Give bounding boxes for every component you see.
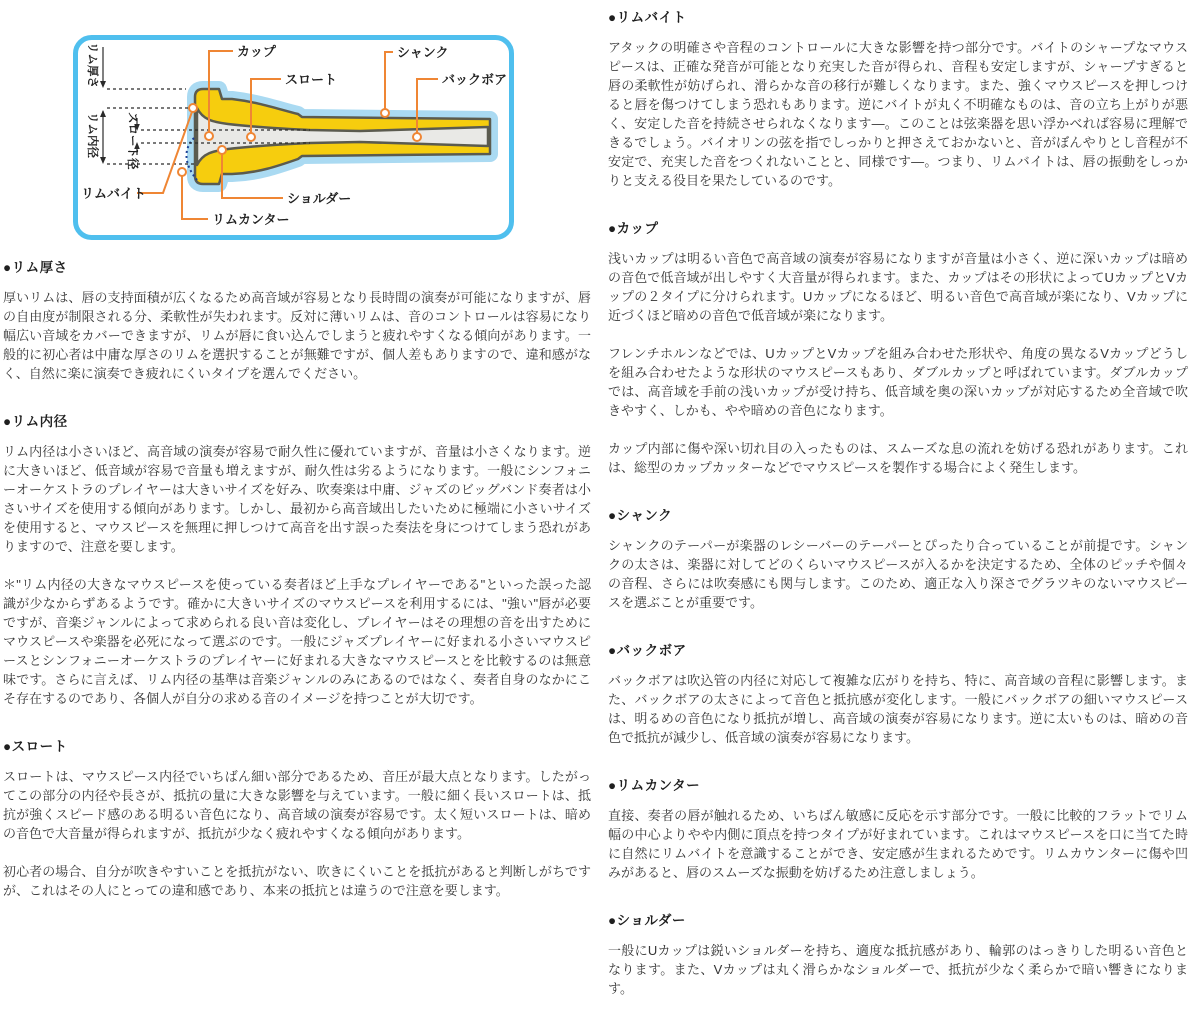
section-paragraph: リム内径は小さいほど、高音域の演奏が容易で耐久性に優れていますが、音量は小さくなります。逆に大きいほど、低音域が容易で音量も増えますが、耐久性は劣るようになります。一般にシンフォニーオーケストラのプレイヤーは大きいサイズを好み、吹奏楽は中庸、ジャズのビッグバンド奏者は小さいサイズを使用する傾向があります。しかし、最初から高音域出したいために極端に小さいサイズを使用すると、マウスピースを無理に押しつけて高音を出す誤った奏法を身につけてしまう恐れがありますので、注意を要します。 (3, 444, 591, 554)
section-paragraph: スロートは、マウスピース内径でいちばん細い部分であるため、音圧が最大点となります。したがってこの部分の内径や長さが、抵抗の量に大きな影響を与えています。一般に細く長いスロートは、抵抗が強くスピード感のある明るい音色になり、高音域の演奏が容易です。太く短いスロートは、暗めの音色で大音量が得られますが、抵抗が少なく疲れやすくなる傾向があります。 (3, 769, 591, 841)
anchor-throat (247, 133, 255, 141)
section-heading: ●カップ (608, 221, 659, 236)
section-backbore (608, 639, 1188, 747)
section-paragraph: バックボアは吹込管の内径に対応して複雑な広がりを持ち、特に、高音域の音程に影響します。また、バックボアの太さによって音色と抵抗感が変化します。一般にバックボアの細いマウスピースは、明るめの音色になり抵抗が増し、高音域の演奏が容易になります。逆に太いものは、暗めの音色で抵抗が減少し、低音域の演奏が容易になります。 (608, 673, 1188, 745)
label-throat-diameter: スロート径 (126, 112, 138, 170)
section-heading: ●ショルダー (608, 913, 686, 928)
section-paragraph: 浅いカップは明るい音色で高音域の演奏が容易になりますが音量は小さく、逆に深いカップは暗めの音色で低音域が出しやすく大音量が得られます。また、カップはその形状によってUカップとVカップの２タイプに分けられます。Uカップになるほど、明るい音色で高音域が楽になり、Vカップに近づくほど暗めの音色で低音域が楽になります。 (608, 251, 1188, 323)
section-paragraph: シャンクのテーパーが楽器のレシーバーのテーパーとぴったり合っていることが前提です。シャンクの太さは、楽器に対してどのくらいマウスピースが入るかを決定するため、全体のピッチや個々の音程、さらには吹奏感にも関与します。このため、適正な入り深さでグラツキのないマウスピースを選ぶことが重要です。 (608, 538, 1188, 610)
section-heading: ●リム内径 (3, 414, 68, 429)
anchor-backbore (413, 133, 421, 141)
section-throat (3, 735, 591, 900)
label-shoulder: ショルダー (287, 191, 352, 206)
section-paragraph: アタックの明確さや音程のコントロールに大きな影響を持つ部分です。バイトのシャープなマウスピースは、正確な発音が可能となり充実した音が得られ、音程も安定しますが、シャープすぎると唇の柔軟性が妨げられ、滑らかな音の移行が難しくなります。また、強くマウスピースを押しつけると唇を傷つけてしまう恐れもあります。逆にバイトが丸く不明確なものは、音の立ち上がりが悪く、安定した音を持続させられなくなります―。このことは弦楽器を思い浮かべれば容易に理解できるでしょう。バイオリンの弦を指でしっかりと押さえておかないと、音がぼんやりとし音程が不安定で、充実した音をつくれないことと、同様です―。つまり、リムバイトは、唇の振動をしっかりと支える役目を果たしているのです。 (608, 40, 1188, 188)
section-paragraph: 直接、奏者の唇が触れるため、いちばん敏感に反応を示す部分です。一般に比較的フラットでリム幅の中心よりやや内側に頂点を持つタイプが好まれています。これはマウスピースを口に当てた時に自然にリムバイトを意識することができ、安定感が生まれるためです。リムカウンターに傷や凹みがあると、唇のスムーズな振動を妨げるため注意しましょう。 (608, 808, 1188, 880)
section-paragraph: カップ内部に傷や深い切れ目の入ったものは、スムーズな息の流れを妨げる恐れがあります。これは、総型のカップカッターなどでマウスピースを製作する場合によく発生します。 (608, 441, 1188, 475)
section-heading: ●リムカンター (608, 778, 701, 793)
section-cup (608, 217, 1188, 477)
mouthpiece-diagram (73, 35, 517, 240)
left-column (3, 0, 591, 919)
label-rim-thickness: リム厚さ (86, 42, 98, 88)
section-paragraph: ＊"リム内径の大きなマウスピースを使っている奏者ほど上手なプレイヤーである"といった誤った認識が少なからずあるようです。確かに大きいサイズのマウスピースを利用するには、"強い"唇が必要ですが、音楽ジャンルによって求められる良い音は変化し、プレイヤーはその理想の音を出すためにマウスピースや楽器を必死になって選ぶのです。一般にジャズプレイヤーに好まれる小さいマウスピースとシンフォニーオーケストラのプレイヤーに好まれる大きなマウスピースとを比較するのは無意味です。さらに言えば、リム内径の基準は音楽ジャンルのみにあるのではなく、奏者自身のなかにこそ存在するのであり、各個人が自分の求める音のイメージを持つことが大切です。 (3, 577, 591, 706)
section-rim-inner-diameter (3, 410, 591, 708)
label-backbore: バックボア (442, 72, 508, 87)
section-rim-thickness (3, 256, 591, 383)
mouthpiece-diagram-svg (73, 35, 517, 240)
section-heading: ●バックボア (608, 643, 687, 658)
anchor-shoulder (218, 146, 226, 154)
right-column (608, 0, 1188, 1017)
label-rim-bite: リムバイト (81, 186, 147, 201)
label-rim-inner-diameter: リム内径 (86, 112, 98, 158)
anchor-rim-counter (178, 168, 186, 176)
section-rim-counter (608, 774, 1188, 882)
section-heading: ●スロート (3, 739, 68, 754)
section-shoulder (608, 909, 1188, 998)
section-paragraph: 初心者の場合、自分が吹きやすいことを抵抗がない、吹きにくいことを抵抗があると判断しがちですが、これはその人にとっての違和感であり、本来の抵抗とは違うので注意を要します。 (3, 864, 591, 898)
section-heading: ●リムバイト (608, 10, 687, 25)
anchor-shank (381, 109, 389, 117)
section-paragraph: 一般にUカップは鋭いショルダーを持ち、適度な抵抗感があり、輪郭のはっきりした明るい音色となります。また、Vカップは丸く滑らかなショルダーで、抵抗が少なく柔らかで暗い響きになります。 (608, 943, 1188, 996)
section-paragraph: 厚いリムは、唇の支持面積が広くなるため高音域が容易となり長時間の演奏が可能になりますが、唇の自由度が制限される分、柔軟性が失われます。反対に薄いリムは、音のコントロールは容易になり幅広い音域をカバーできますが、リムが唇に食い込んでしまうと疲れやすくなる傾向があります。一般的に初心者は中庸な厚さのリムを選択することが無難ですが、個人差もありますので、違和感がなく、自然に楽に演奏でき疲れにくいタイプを選んでください。 (3, 290, 591, 381)
label-throat: スロート (285, 72, 338, 87)
label-cup: カップ (237, 44, 276, 59)
section-heading: ●リム厚さ (3, 260, 68, 275)
anchor-cup (205, 132, 213, 140)
section-paragraph: フレンチホルンなどでは、UカップとVカップを組み合わせた形状や、角度の異なるVカップどうしを組み合わせたような形状のマウスピースもあり、ダブルカップと呼ばれています。ダブルカップでは、高音域を手前の浅いカップが受け持ち、低音域を奥の深いカップが対応するため全音域で吹きやすく、しかも、やや暗めの音色になります。 (608, 346, 1188, 418)
section-heading: ●シャンク (608, 508, 673, 523)
anchor-rim-bite (189, 104, 197, 112)
label-rim-counter: リムカンター (212, 212, 290, 227)
label-shank: シャンク (397, 45, 449, 60)
section-shank (608, 504, 1188, 612)
section-rim-bite (608, 6, 1188, 190)
